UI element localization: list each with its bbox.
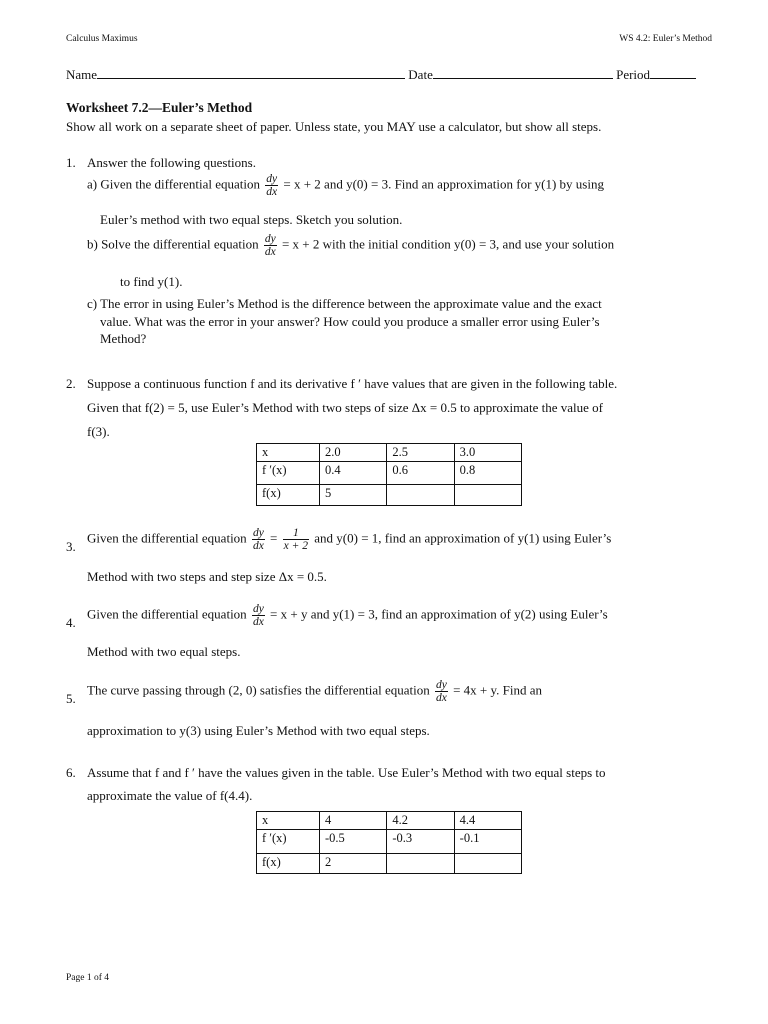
problem-4-line-2: Method with two equal steps. <box>87 644 241 659</box>
table-cell: 0.6 <box>387 462 454 485</box>
table-cell: 4.4 <box>454 812 521 830</box>
table-cell: x <box>257 812 320 830</box>
problem-2-value-table <box>256 443 522 506</box>
table-cell: 4.2 <box>387 812 454 830</box>
dy-dx-fraction: $\frac{dy}{dx}$ <box>252 603 264 628</box>
problem-number: 2. <box>66 376 76 391</box>
problem-number: 6. <box>66 765 76 780</box>
table-cell: f(x) <box>257 485 320 506</box>
problem-2-line-1: Suppose a continuous function f and its derivative f ′ have values that are given in the following table. <box>87 376 618 391</box>
problem-number: 5. <box>66 691 76 706</box>
problem-3-line-2: Method with two steps and step size Δx = 0.5. <box>87 569 327 584</box>
header-course: Calculus Maximus <box>66 34 138 44</box>
name-blank <box>97 66 405 79</box>
table-cell <box>454 485 521 506</box>
table-cell: 4 <box>320 812 387 830</box>
table-cell: 2.0 <box>320 444 387 462</box>
dy-dx-fraction: $\frac{dy}{dx}$ <box>435 679 447 704</box>
period-label: Period <box>616 67 651 82</box>
table-cell: -0.3 <box>387 830 454 854</box>
table-cell: 0.4 <box>320 462 387 485</box>
dy-dx-fraction: $\frac{dy}{dx}$ <box>264 233 276 258</box>
table-row <box>257 830 522 854</box>
problem-1c-line-3: Method? <box>100 331 147 346</box>
problem-3-line-1: Given the differential equation $\frac{dy}{dx}$ = $\frac{1}{x + 2}$ and y(0) = 1, find an approximation of y(1) using Euler’s <box>87 527 612 552</box>
problem-1b-line-1: b) Solve the differential equation $\frac{dy}{dx}$ = x + 2 with the initial condition y(0) = 3, and use your solution <box>87 233 615 258</box>
problem-1c-line-1: c) The error in using Euler’s Method is the difference between the approximate value and the exact <box>87 296 602 311</box>
table-cell: f ′(x) <box>257 830 320 854</box>
table-cell <box>387 854 454 874</box>
table-cell: 5 <box>320 485 387 506</box>
dy-dx-fraction: $\frac{dy}{dx}$ <box>266 173 278 198</box>
table-cell: -0.5 <box>320 830 387 854</box>
table-cell: -0.1 <box>454 830 521 854</box>
table-cell <box>387 485 454 506</box>
worksheet-title: Worksheet 7.2—Euler’s Method <box>66 100 253 115</box>
table-row <box>257 485 522 506</box>
period-blank <box>650 66 696 79</box>
problem-1c-line-2: value. What was the error in your answer? How could you produce a smaller error using Euler’s <box>100 314 600 329</box>
problem-1b-line-2: to find y(1). <box>120 274 183 289</box>
problem-6-line-2: approximate the value of f(4.4). <box>87 788 253 803</box>
name-label: Name <box>66 67 98 82</box>
problem-1-intro: Answer the following questions. <box>87 155 256 170</box>
table-cell: f(x) <box>257 854 320 874</box>
problem-1a-line-2: Euler’s method with two equal steps. Sketch you solution. <box>100 212 403 227</box>
table-cell: x <box>257 444 320 462</box>
problem-1a-line-1: a) Given the differential equation $\frac{dy}{dx}$ = x + 2 and y(0) = 3. Find an approximation for y(1) by using <box>87 173 604 198</box>
page-number-footer: Page 1 of 4 <box>66 973 110 983</box>
date-blank <box>433 66 613 79</box>
table-cell: 0.8 <box>454 462 521 485</box>
problem-6-value-table <box>256 811 522 874</box>
table-cell: 2.5 <box>387 444 454 462</box>
problem-6-line-1: Assume that f and f ′ have the values given in the table. Use Euler’s Method with two equal steps to <box>87 765 606 780</box>
problem-number: 4. <box>66 615 76 630</box>
worksheet-instructions: Show all work on a separate sheet of paper. Unless state, you MAY use a calculator, but show all steps. <box>66 119 602 134</box>
header-worksheet-id: WS 4.2: Euler’s Method <box>619 34 712 44</box>
problem-2-line-2: Given that f(2) = 5, use Euler’s Method with two steps of size Δx = 0.5 to approximate the value of <box>87 400 603 415</box>
table-row <box>257 854 522 874</box>
problem-number: 3. <box>66 539 76 554</box>
table-cell: 3.0 <box>454 444 521 462</box>
student-info-line <box>66 66 716 83</box>
table-cell: 2 <box>320 854 387 874</box>
problem-5-line-2: approximation to y(3) using Euler’s Method with two equal steps. <box>87 723 430 738</box>
reciprocal-fraction: $\frac{1}{x + 2}$ <box>283 527 309 552</box>
table-cell <box>454 854 521 874</box>
problem-2-line-3: f(3). <box>87 424 110 439</box>
table-row <box>257 462 522 485</box>
table-cell: f ′(x) <box>257 462 320 485</box>
table-row <box>257 444 522 462</box>
table-row <box>257 812 522 830</box>
date-label: Date <box>408 67 433 82</box>
problem-number: 1. <box>66 155 76 170</box>
problem-5-line-1: The curve passing through (2, 0) satisfies the differential equation $\frac{dy}{dx}$ = 4x + y. Find an <box>87 679 543 704</box>
dy-dx-fraction: $\frac{dy}{dx}$ <box>252 527 264 552</box>
problem-4-line-1: Given the differential equation $\frac{dy}{dx}$ = x + y and y(1) = 3, find an approximation of y(2) using Euler’s <box>87 603 608 628</box>
